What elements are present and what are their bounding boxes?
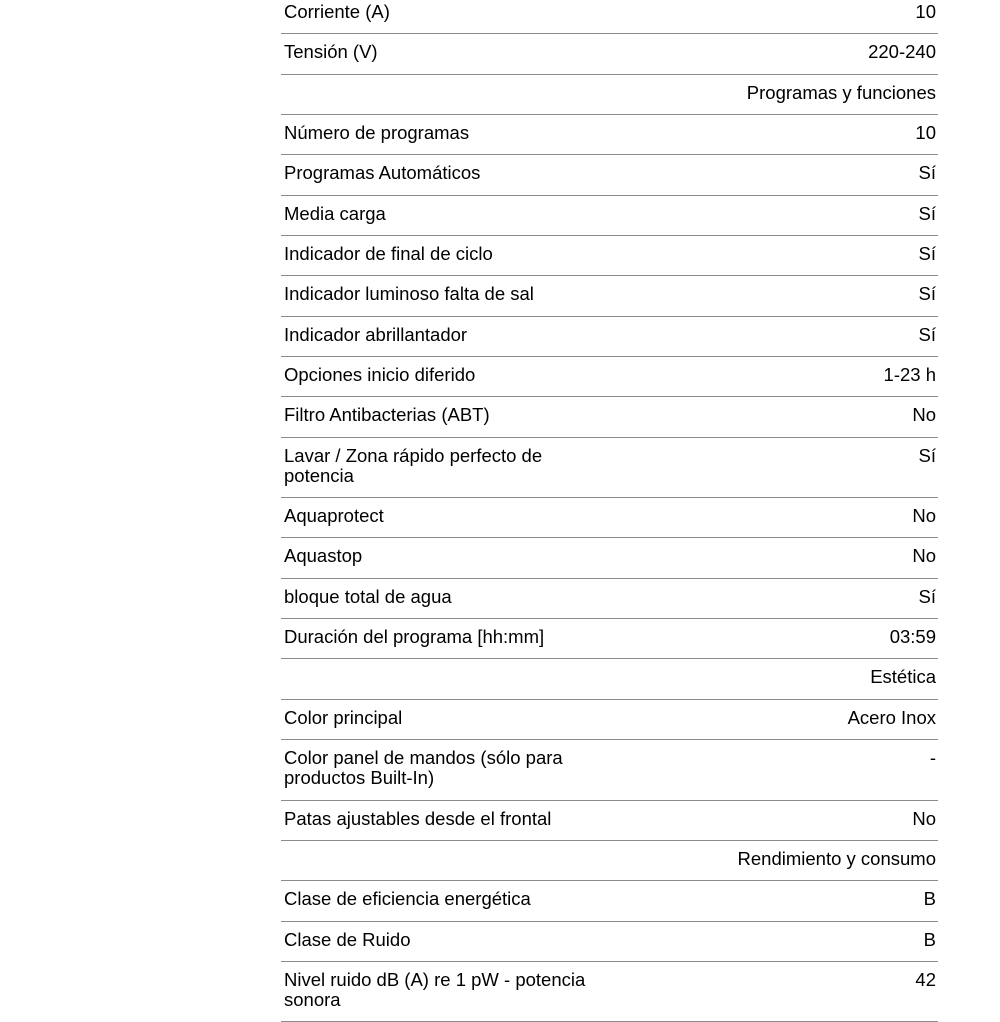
spec-label: Clase de eficiencia energética [284,888,531,910]
spec-row-rinse-aid-indicator [281,317,938,357]
section-title: Estética [870,666,936,688]
spec-value: No [912,404,936,426]
spec-label: Programas Automáticos [284,162,481,184]
spec-label: Color panel de mandos (sólo para productos Built-In) [284,747,563,789]
spec-value: 10 [915,1,936,22]
spec-value: 42 [915,968,936,990]
spec-value: Sí [918,585,936,607]
spec-row-noise-class [281,922,938,962]
spec-row-voltage [281,34,938,74]
spec-row-power-zone [281,438,938,499]
spec-row-current [281,0,938,34]
spec-value: 03:59 [889,626,936,648]
spec-row-main-color [281,700,938,740]
spec-label: Opciones inicio diferido [284,363,476,385]
spec-row-end-cycle-indicator [281,236,938,276]
spec-label: Indicador de final de ciclo [284,242,493,264]
spec-row-salt-indicator [281,276,938,316]
spec-row-abt-filter [281,397,938,437]
spec-row-auto-programs [281,155,938,195]
spec-value: - [929,747,936,769]
spec-label: Corriente (A) [284,1,390,22]
spec-row-water-block [281,579,938,619]
spec-row-program-duration [281,619,938,659]
spec-row-aquastop [281,538,938,578]
spec-label: Número de programas [284,121,470,143]
spec-value: No [912,505,936,527]
spec-value: No [912,807,936,829]
spec-label: Nivel ruido dB (A) re 1 pW - potencia sonora [284,968,586,1010]
spec-label: Media carga [284,202,386,224]
spec-value: Sí [918,444,936,466]
spec-row-noise-level [281,962,938,1022]
spec-label: Color principal [284,706,403,728]
spec-value: No [912,545,936,567]
spec-value: B [923,928,936,950]
spec-table [281,0,938,1022]
spec-value: B [923,888,936,910]
spec-label: Indicador abrillantador [284,323,468,345]
spec-value: Acero Inox [847,706,936,728]
spec-value: Sí [918,162,936,184]
spec-row-program-count [281,115,938,155]
section-title: Rendimiento y consumo [737,847,936,869]
spec-label: Lavar / Zona rápido perfecto de potencia [284,444,543,486]
spec-value: Sí [918,283,936,305]
spec-value: Sí [918,323,936,345]
section-header-programs [281,75,938,115]
spec-row-adjustable-feet [281,801,938,841]
spec-label: Patas ajustables desde el frontal [284,807,552,829]
spec-label: Aquastop [284,545,363,567]
spec-row-aquaprotect [281,498,938,538]
spec-label: bloque total de agua [284,585,452,607]
spec-value: 220-240 [868,41,936,63]
section-header-aesthetics [281,659,938,699]
spec-value: 10 [915,121,936,143]
spec-value: Sí [918,242,936,264]
section-header-performance [281,841,938,881]
spec-row-delay-start [281,357,938,397]
spec-row-energy-class [281,881,938,921]
spec-label: Duración del programa [hh:mm] [284,626,545,648]
spec-label: Filtro Antibacterias (ABT) [284,404,490,426]
spec-label: Aquaprotect [284,505,384,527]
spec-value: Sí [918,202,936,224]
spec-label: Tensión (V) [284,41,378,63]
spec-value: 1-23 h [883,363,936,385]
spec-row-panel-color [281,740,938,801]
spec-label: Clase de Ruido [284,928,411,950]
section-title: Programas y funciones [746,81,936,103]
spec-label: Indicador luminoso falta de sal [284,283,534,305]
spec-row-half-load [281,196,938,236]
